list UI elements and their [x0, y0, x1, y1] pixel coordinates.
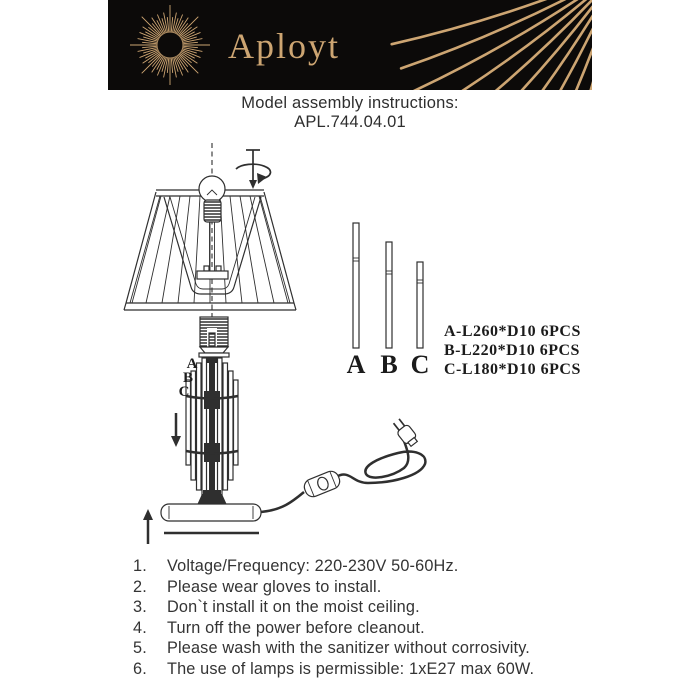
title-block [0, 94, 700, 132]
lamp-socket [199, 317, 229, 363]
instruction-number: 2. [133, 577, 147, 596]
down-arrow-icon [171, 413, 181, 447]
inline-switch [302, 469, 342, 499]
part-rod-b [386, 242, 392, 348]
instruction-item [133, 597, 534, 618]
part-spec-a: A-L260*D10 6PCS [444, 323, 581, 340]
model-number: APL.744.04.01 [294, 113, 406, 131]
rod-column [186, 358, 238, 503]
power-plug-icon [391, 417, 420, 448]
instruction-text: Voltage/Frequency: 220-230V 50-60Hz. [167, 557, 459, 575]
instruction-text: Turn off the power before cleanout. [167, 618, 425, 637]
up-arrow-icon [143, 509, 153, 544]
sunburst-logo-icon [130, 5, 210, 85]
instruction-text: Please wash with the sanitizer without corrosivity. [167, 639, 530, 658]
instruction-item [133, 659, 534, 680]
part-rod-c [417, 262, 423, 348]
instruction-number: 5. [133, 639, 147, 658]
power-cord [261, 441, 425, 512]
instructions-list [133, 556, 534, 680]
instruction-number: 1. [133, 557, 147, 575]
instruction-number: 4. [133, 618, 147, 637]
part-spec-b: B-L220*D10 6PCS [444, 342, 580, 359]
brand-wordmark: Aployt [228, 26, 341, 66]
lamp-base [161, 494, 261, 533]
instruction-item [133, 638, 534, 659]
instruction-text: The use of lamps is permissible: 1xE27 max 60W. [167, 659, 535, 678]
instruction-item [133, 618, 534, 639]
instruction-number: 6. [133, 659, 147, 678]
part-label-a: A [346, 350, 366, 379]
sunburst-center [159, 34, 182, 57]
instruction-item [133, 577, 534, 598]
part-label-b: B [380, 350, 398, 379]
rotation-arrow-icon [236, 150, 270, 189]
lamp-label-b: B [182, 370, 194, 386]
instruction-number: 3. [133, 598, 147, 617]
part-specs [444, 323, 581, 378]
instruction-text: Don`t install it on the moist ceiling. [167, 598, 420, 617]
instruction-text: Please wear gloves to install. [167, 577, 382, 596]
brand-header [108, 0, 592, 90]
assembly-diagram [80, 130, 600, 555]
lamp-label-a: A [186, 356, 198, 372]
lamp-label-c: C [178, 384, 190, 400]
part-labels [347, 350, 430, 379]
bulb-icon [199, 176, 225, 222]
part-label-c: C [410, 350, 430, 379]
instruction-item [133, 556, 534, 577]
part-rod-a [353, 223, 359, 348]
page-title: Model assembly instructions: [241, 94, 459, 112]
part-spec-c: C-L180*D10 6PCS [444, 361, 581, 378]
